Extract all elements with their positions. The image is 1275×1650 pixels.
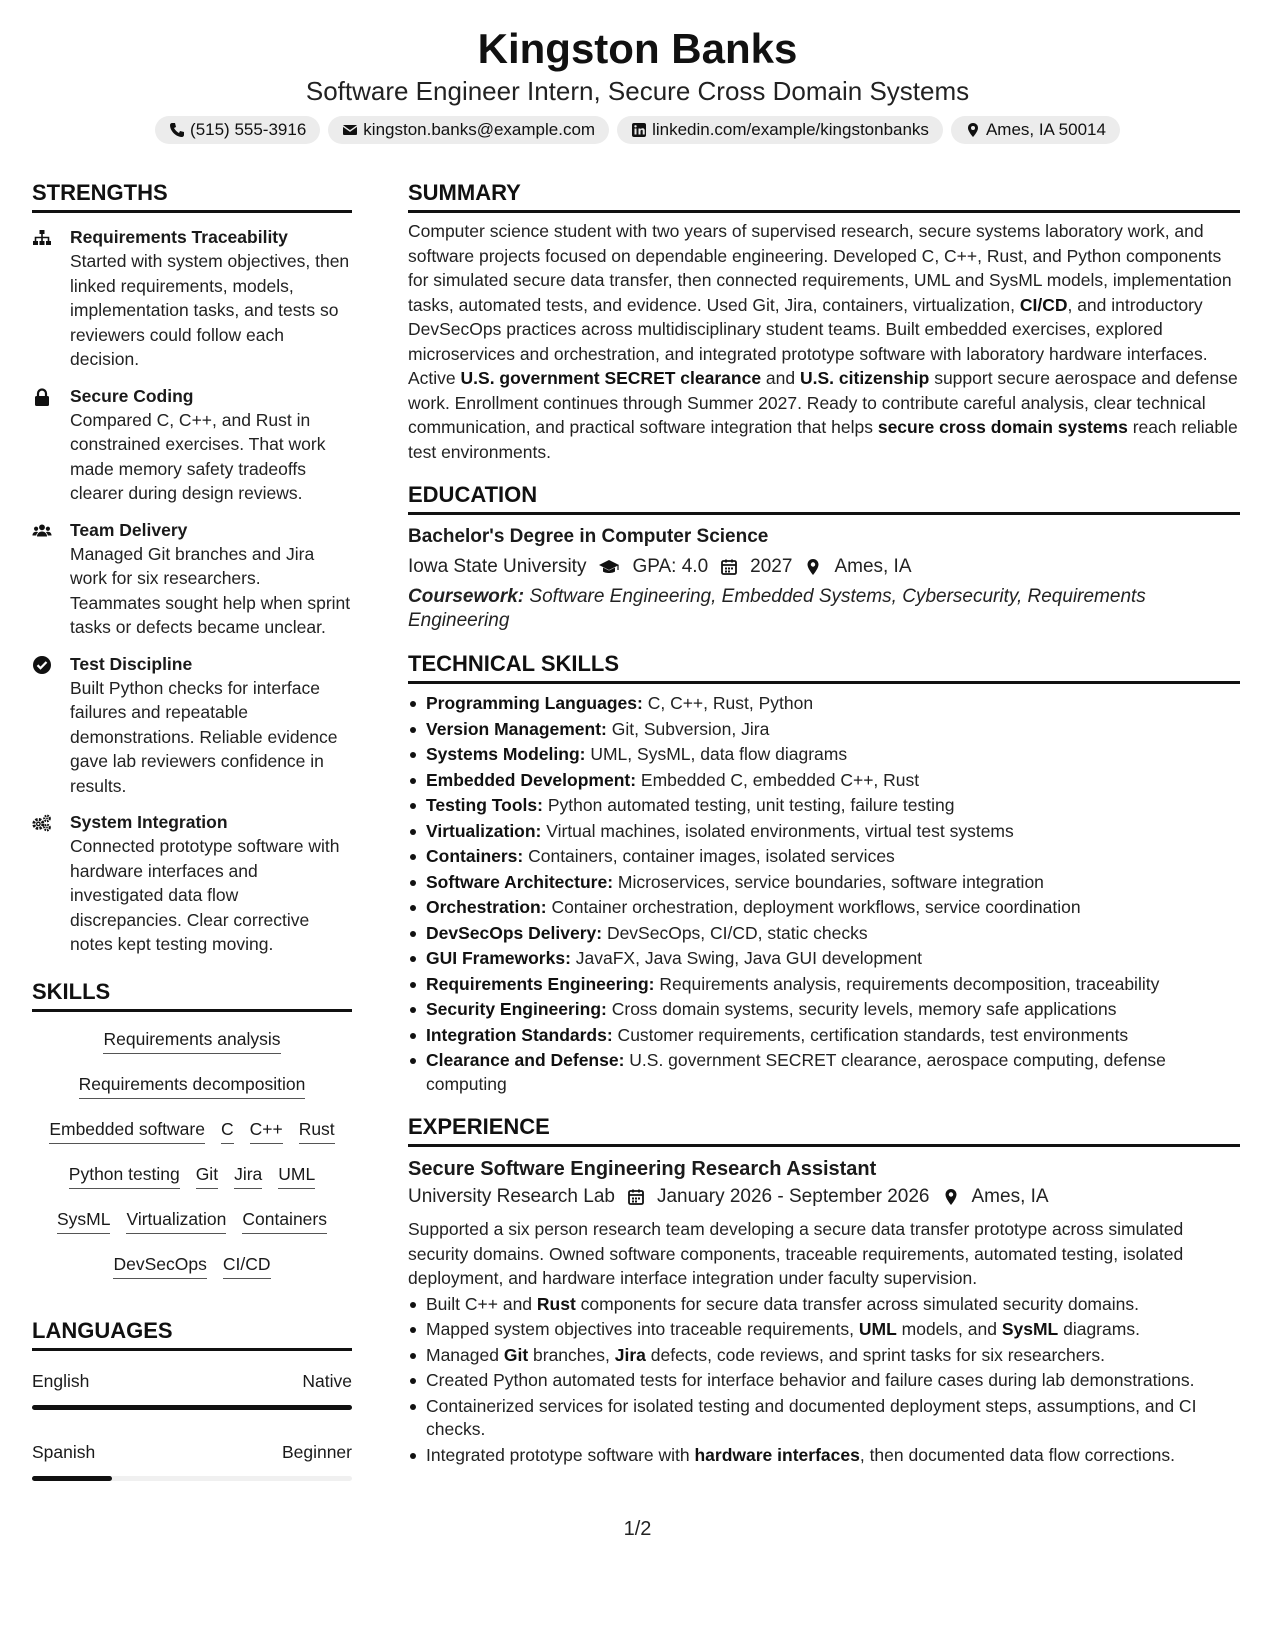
- languages-heading: LANGUAGES: [32, 1316, 352, 1351]
- phone-icon: [169, 122, 185, 138]
- left-column: [32, 178, 352, 1511]
- job-dates: January 2026 - September 2026: [656, 1186, 930, 1207]
- linkedin-icon: [631, 122, 647, 138]
- skill-tag: Requirements analysis: [103, 1026, 280, 1054]
- strength-item: [32, 810, 352, 957]
- degree-title: Bachelor's Degree in Computer Science: [408, 526, 769, 547]
- graduation-year: 2027: [750, 556, 793, 577]
- experience-heading: EXPERIENCE: [408, 1112, 1240, 1147]
- experience-bullet: Containerized services for isolated testing and documented deployment steps, assumptions, and CI checks.: [408, 1395, 1240, 1442]
- strength-title: Team Delivery: [70, 519, 188, 540]
- coursework-list: Software Engineering, Embedded Systems, Cybersecurity, Requirements Engineering: [408, 586, 1146, 631]
- gpa: GPA: 4.0: [632, 556, 709, 577]
- coursework-label: Coursework:: [408, 586, 525, 607]
- technical-skill-item: Programming Languages: C, C++, Rust, Python: [408, 692, 1240, 716]
- lock-icon: [32, 387, 52, 407]
- language-level: Beginner: [281, 1441, 352, 1462]
- technical-skill-item: Security Engineering: Cross domain systems, security levels, memory safe applications: [408, 998, 1240, 1022]
- strength-desc: Compared C, C++, and Rust in constrained exercises. That work made memory safety tradeoffs clearer during design reviews.: [70, 409, 326, 503]
- proficiency-fill: [32, 1405, 352, 1410]
- employer-name: University Research Lab: [408, 1186, 615, 1207]
- summary-heading: SUMMARY: [408, 178, 1240, 213]
- contact-location-text: Ames, IA 50014: [985, 120, 1106, 139]
- graduation-cap-icon: [598, 558, 620, 576]
- language-item: [32, 1440, 352, 1464]
- skill-tag: DevSecOps: [113, 1251, 206, 1279]
- job-location: Ames, IA: [971, 1186, 1049, 1207]
- experience-bullets: [408, 1293, 1240, 1468]
- technical-skills-heading: TECHNICAL SKILLS: [408, 649, 1240, 684]
- skill-tag: Requirements decomposition: [79, 1071, 306, 1099]
- technical-skill-item: Testing Tools: Python automated testing, unit testing, failure testing: [408, 794, 1240, 818]
- education-heading: EDUCATION: [408, 480, 1240, 515]
- location-pin-icon: [942, 1188, 960, 1206]
- check-circle-icon: [32, 655, 52, 675]
- strength-item: [32, 518, 352, 640]
- summary-text: Computer science student with two years of supervised research, secure systems laboratory work, and software projects focused on dependable engineering. Developed C, C++, Rust, and Python components for simulated secure data transfer, then connected requirements, UML and SysML models, implementation tasks, automated tests, and evidence. Used Git, Jira, containers, virtualization, CI/CD, and introductory DevSecOps practices across multidisciplinary student teams. Built embedded exercises, explored microservices and orchestration, and integrated prototype software with laboratory hardware interfaces. Active U.S. government SECRET clearance and U.S. citizenship support secure aerospace and defense work. Enrollment continues through Summer 2027. Ready to contribute careful analysis, clear technical communication, and practical software integration that helps secure cross domain systems reach reliable test environments.: [408, 221, 1238, 462]
- languages-list: [32, 1369, 352, 1481]
- contact-email-text: kingston.banks@example.com: [363, 120, 596, 139]
- skill-tag: SysML: [57, 1206, 110, 1234]
- gears-icon: [32, 813, 52, 833]
- technical-skill-item: DevSecOps Delivery: DevSecOps, CI/CD, static checks: [408, 922, 1240, 946]
- experience-bullet: Integrated prototype software with hardware interfaces, then documented data flow corrections.: [408, 1444, 1240, 1468]
- job-description: Supported a six person research team developing a secure data transfer prototype across simulated security domains. Owned software components, traceable requirements, automated testing, isolated deployment, and hardware interface integration under faculty supervision.: [408, 1219, 1184, 1288]
- technical-skill-item: Systems Modeling: UML, SysML, data flow diagrams: [408, 743, 1240, 767]
- skill-tag: Jira: [234, 1161, 262, 1189]
- skill-tag: Python testing: [69, 1161, 180, 1189]
- education-meta: [408, 553, 1240, 581]
- experience-bullet: Mapped system objectives into traceable requirements, UML models, and SysML diagrams.: [408, 1318, 1240, 1342]
- right-column: [408, 178, 1240, 1469]
- location-pin-icon: [804, 558, 822, 576]
- location-pin-icon: [965, 122, 981, 138]
- technical-skill-item: Version Management: Git, Subversion, Jira: [408, 718, 1240, 742]
- technical-skill-item: Clearance and Defense: U.S. government SECRET clearance, aerospace computing, defense computing: [408, 1049, 1240, 1096]
- language-proficiency-bar: [32, 1405, 352, 1410]
- skill-tag: Git: [196, 1161, 218, 1189]
- technical-skill-item: Requirements Engineering: Requirements analysis, requirements decomposition, traceability: [408, 973, 1240, 997]
- contact-phone-text: (515) 555-3916: [190, 120, 307, 139]
- experience-bullet: Created Python automated tests for interface behavior and failure cases during lab demonstrations.: [408, 1369, 1240, 1393]
- technical-skill-item: Containers: Containers, container images, isolated services: [408, 845, 1240, 869]
- coursework: [408, 585, 1240, 633]
- technical-skill-item: Software Architecture: Microservices, service boundaries, software integration: [408, 871, 1240, 895]
- language-proficiency-bar: [32, 1476, 352, 1481]
- skill-tag: Rust: [299, 1116, 335, 1144]
- skill-tag: C: [221, 1116, 234, 1144]
- strength-item: [32, 384, 352, 506]
- language-level: Native: [302, 1370, 352, 1391]
- technical-skill-item: Integration Standards: Customer requirements, certification standards, test environments: [408, 1024, 1240, 1048]
- strength-title: Requirements Traceability: [70, 227, 288, 247]
- contact-email[interactable]: [328, 116, 609, 144]
- school-name: Iowa State University: [408, 556, 587, 577]
- skills-tag-cloud: [32, 1026, 352, 1296]
- calendar-icon: [627, 1188, 645, 1206]
- technical-skill-item: GUI Frameworks: JavaFX, Java Swing, Java GUI development: [408, 947, 1240, 971]
- strength-title: Test Discipline: [70, 653, 193, 674]
- technical-skill-item: Virtualization: Virtual machines, isolated environments, virtual test systems: [408, 820, 1240, 844]
- job-title: Secure Software Engineering Research Assistant: [408, 1158, 877, 1180]
- skill-tag: Embedded software: [49, 1116, 205, 1144]
- proficiency-fill: [32, 1476, 112, 1481]
- envelope-icon: [342, 122, 358, 138]
- education-location: Ames, IA: [834, 556, 912, 577]
- contact-phone[interactable]: [155, 116, 320, 144]
- strength-desc: Connected prototype software with hardware interfaces and investigated data flow discrepancies. Clear corrective notes kept testing moving.: [70, 836, 340, 954]
- strength-item: [32, 225, 352, 372]
- contact-bar: [0, 116, 1275, 144]
- strength-desc: Managed Git branches and Jira work for six researchers. Teammates sought help when sprint tasks or defects became unclear.: [70, 543, 351, 637]
- strength-item: [32, 652, 352, 799]
- experience-bullet: Managed Git branches, Jira defects, code reviews, and sprint tasks for six researchers.: [408, 1344, 1240, 1368]
- technical-skill-item: Orchestration: Container orchestration, deployment workflows, service coordination: [408, 896, 1240, 920]
- contact-location: [951, 116, 1120, 144]
- skill-tag: CI/CD: [223, 1251, 271, 1279]
- strength-title: System Integration: [70, 812, 228, 832]
- skill-tag: UML: [278, 1161, 315, 1189]
- language-name: English: [32, 1370, 90, 1391]
- resume-header: [0, 24, 1275, 144]
- sitemap-icon: [32, 228, 52, 248]
- technical-skills-list: [408, 692, 1240, 1096]
- calendar-icon: [720, 558, 738, 576]
- page-number: 1/2: [623, 1518, 652, 1540]
- language-name: Spanish: [32, 1441, 96, 1462]
- technical-skill-item: Embedded Development: Embedded C, embedded C++, Rust: [408, 769, 1240, 793]
- skill-tag: Virtualization: [126, 1206, 226, 1234]
- experience-bullet: Built C++ and Rust components for secure data transfer across simulated security domains.: [408, 1293, 1240, 1317]
- candidate-name: Kingston Banks: [477, 25, 798, 72]
- strength-title: Secure Coding: [70, 385, 194, 406]
- skills-heading: SKILLS: [32, 977, 352, 1012]
- job-meta: [408, 1183, 1240, 1211]
- strength-desc: Started with system objectives, then linked requirements, models, implementation tasks, and tests so reviewers could follow each decision.: [70, 251, 350, 369]
- skill-tag: Containers: [242, 1206, 327, 1234]
- users-icon: [32, 521, 52, 541]
- strength-desc: Built Python checks for interface failures and repeatable demonstrations. Reliable evidence gave lab reviewers confidence in results.: [70, 677, 338, 796]
- contact-linkedin-text: linkedin.com/example/kingstonbanks: [652, 120, 929, 139]
- candidate-title: Software Engineer Intern, Secure Cross Domain Systems: [305, 76, 970, 106]
- strengths-heading: STRENGTHS: [32, 178, 352, 213]
- skill-tag: C++: [250, 1116, 283, 1144]
- language-item: [32, 1369, 352, 1393]
- contact-linkedin[interactable]: [617, 116, 943, 144]
